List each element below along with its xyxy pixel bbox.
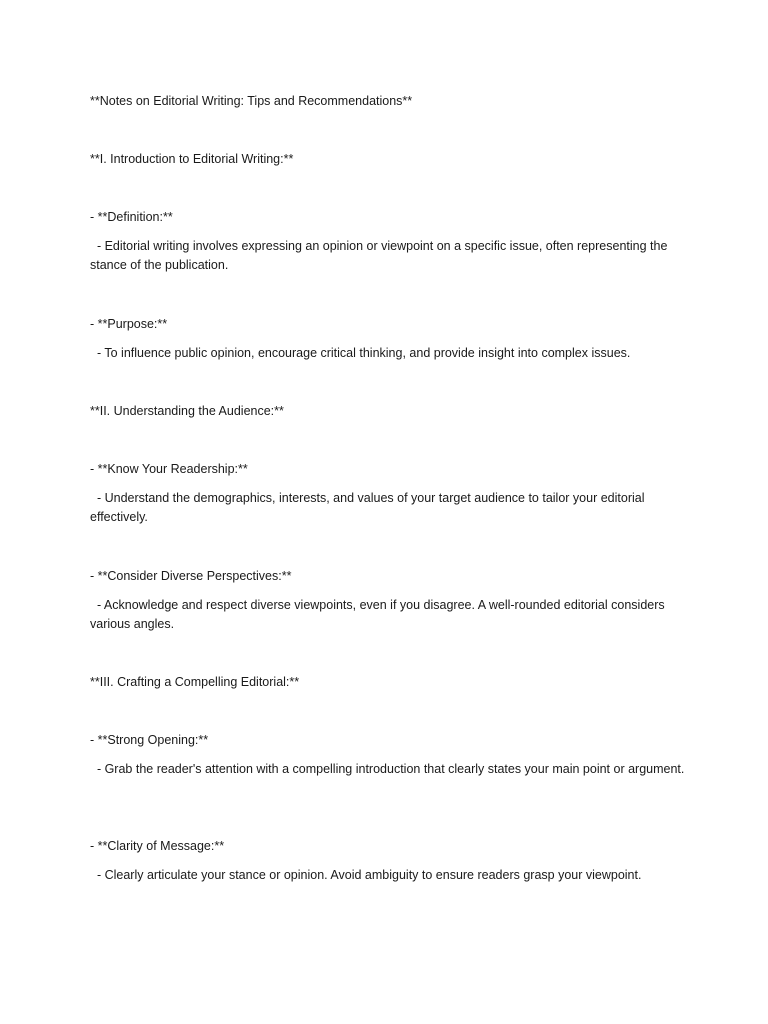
section-heading-introduction: **I. Introduction to Editorial Writing:** [90, 152, 294, 166]
item-label-readership: - **Know Your Readership:** [90, 462, 248, 476]
item-label-opening: - **Strong Opening:** [90, 733, 209, 747]
item-label-definition: - **Definition:** [90, 210, 173, 224]
item-label-perspectives: - **Consider Diverse Perspectives:** [90, 569, 292, 583]
item-text-clarity: - Clearly articulate your stance or opinion. Avoid ambiguity to ensure readers grasp your viewpoint. [90, 868, 642, 882]
section-heading-audience: **II. Understanding the Audience:** [90, 404, 284, 418]
item-text-opening: - Grab the reader's attention with a compelling introduction that clearly states your main point or argument. [90, 762, 685, 776]
document-title: **Notes on Editorial Writing: Tips and Recommendations** [90, 94, 413, 108]
item-label-purpose: - **Purpose:** [90, 317, 168, 331]
item-text-purpose: - To influence public opinion, encourage critical thinking, and provide insight into complex issues. [90, 346, 631, 360]
item-label-clarity: - **Clarity of Message:** [90, 839, 225, 853]
item-text-perspectives: - Acknowledge and respect diverse viewpoints, even if you disagree. A well-rounded editorial considers various angles. [90, 598, 669, 631]
item-text-definition: - Editorial writing involves expressing an opinion or viewpoint on a specific issue, often representing the stance of the publication. [90, 239, 671, 272]
section-heading-crafting: **III. Crafting a Compelling Editorial:** [90, 675, 300, 689]
item-text-readership: - Understand the demographics, interests, and values of your target audience to tailor your editorial effectively. [90, 491, 648, 524]
